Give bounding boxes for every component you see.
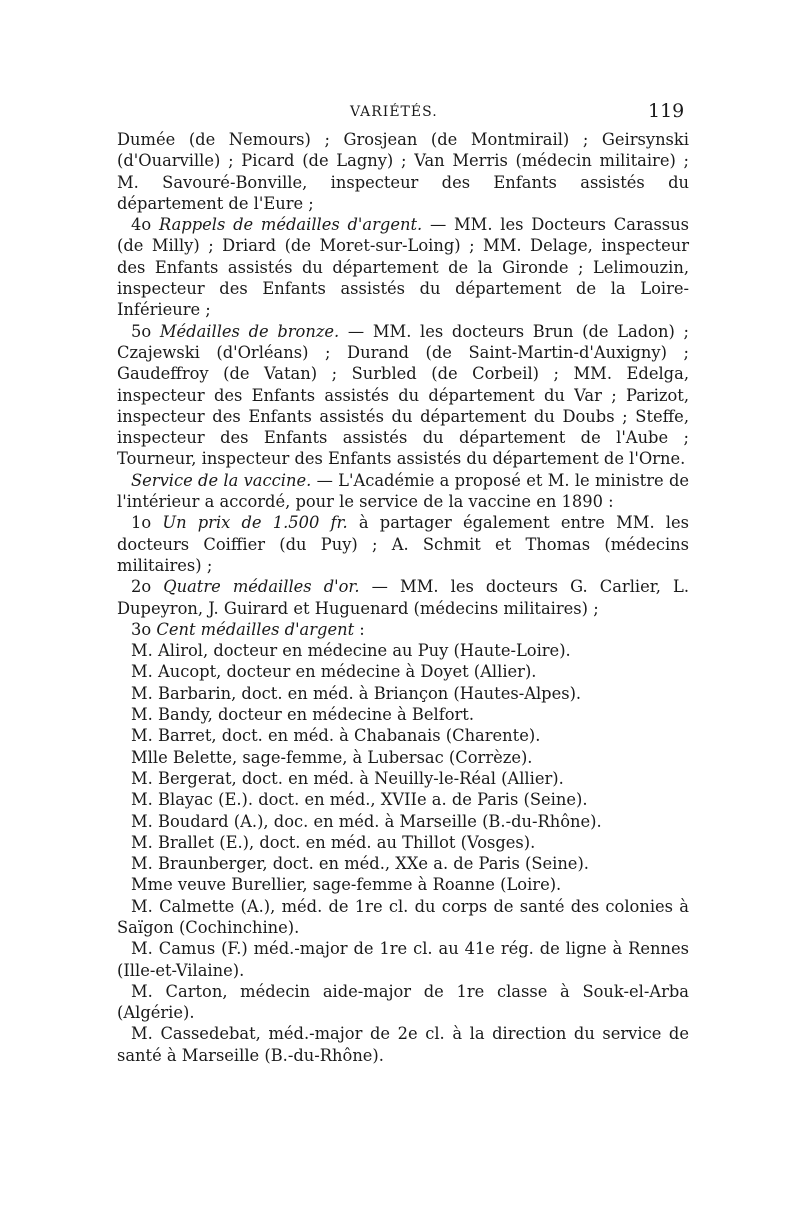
or-number: 2o [131, 577, 152, 597]
recipient-entry: M. Barbarin, doct. en méd. à Briançon (Hautes-Alpes). [131, 683, 582, 703]
rappels-number: 4o [131, 215, 152, 235]
prix-number: 1o [131, 513, 152, 533]
recipient-entry: M. Bergerat, doct. en méd. à Neuilly-le-Réal (Allier). [131, 768, 564, 788]
recipient-entry: M. Braunberger, doct. en méd., XXe a. de Paris (Seine). [131, 854, 589, 874]
recipient-entry: M. Aucopt, docteur en médecine à Doyet (Allier). [131, 662, 537, 682]
or-paragraph [117, 576, 689, 619]
intro-paragraph: Dumée (de Nemours) ; Grosjean (de Montmirail) ; Geirsynski (d'Ouarville) ; Picard (de Lagny) ; Van Merris (médecin militaire) ; M. Savouré-Bonville, inspecteur des Enfants assistés du département de l'Eure ; [117, 130, 689, 213]
recipient-entry: Mme veuve Burellier, sage-femme à Roanne (Loire). [131, 875, 562, 895]
vaccine-heading: Service de la vaccine. [131, 470, 312, 490]
recipient-entry: M. Brallet (E.), doct. en méd. au Thillot (Vosges). [131, 832, 536, 852]
vaccine-text: — L'Académie a proposé et M. le ministre de l'intérieur a accordé, pour le service de la vaccine en 1890 : [117, 470, 690, 512]
recipient-entry: M. Boudard (A.), doc. en méd. à Marseille (B.-du-Rhône). [131, 811, 602, 831]
or-heading: Quatre médailles d'or. [163, 577, 360, 597]
argent-text: : [354, 619, 365, 639]
recipient-entry: M. Calmette (A.), méd. de 1re cl. du corps de santé des colonies à Saïgon (Cochinchine). [117, 896, 689, 937]
recipient-entry: M. Blayac (E.). doct. en méd., XVIIe a. de Paris (Seine). [131, 790, 588, 810]
body-text [117, 129, 689, 1066]
recipient-entry: M. Carton, médecin aide-major de 1re classe à Souk-el-Arba (Algérie). [117, 981, 689, 1023]
recipient-entry: M. Cassedebat, méd.-major de 2e cl. à la direction du service de santé à Marseille (B.-du-Rhône). [117, 1024, 689, 1065]
argent-heading: Cent médailles d'argent [156, 619, 355, 639]
prix-heading: Un prix de 1.500 fr. [162, 513, 348, 533]
or-text: — MM. les docteurs G. Carlier, L. Dupeyron, J. Guirard et Huguenard (médecins militaires) ; [117, 577, 689, 618]
running-title: VARIÉTÉS. [350, 104, 438, 120]
bronze-paragraph [117, 321, 689, 470]
vaccine-paragraph [117, 470, 689, 513]
recipient-entry: M. Alirol, docteur en médecine au Puy (Haute-Loire). [131, 641, 571, 661]
recipient-entry: M. Camus (F.) méd.-major de 1re cl. au 41e rég. de ligne à Rennes (Ille-et-Vilaine). [117, 939, 689, 980]
argent-number: 3o [131, 619, 152, 639]
prix-text: à partager également entre MM. les docteurs Coiffier (du Puy) ; A. Schmit et Thomas (médecins militaires) ; [117, 513, 689, 575]
recipient-entry: M. Bandy, docteur en médecine à Belfort. [131, 705, 475, 725]
bronze-heading: Médailles de bronze. [159, 321, 340, 341]
rappels-text: — MM. les Docteurs Carassus (de Milly) ; Driard (de Moret-sur-Loing) ; MM. Delage, inspecteur des Enfants assistés du département de la Gironde ; Lelimouzin, inspecteur des Enfants assistés du département de la Loire-Inférieure ; [117, 215, 689, 320]
rappels-heading: Rappels de médailles d'argent. [158, 215, 423, 235]
bronze-number: 5o [131, 321, 152, 341]
page-number: 119 [648, 100, 685, 122]
recipient-entry: Mlle Belette, sage-femme, à Lubersac (Corrèze). [131, 747, 533, 767]
bronze-text: — MM. les docteurs Brun (de Ladon) ; Czajewski (d'Orléans) ; Durand (de Saint-Martin-d'Auxigny) ; Gaudeffroy (de Vatan) ; Surbled (de Corbeil) ; MM. Edelga, inspecteur des Enfants assistés du département du Var ; Parizot, inspecteur des Enfants assistés du département du Doubs ; Steffe, inspecteur des Enfants assistés du département de l'Aube ; Tourneur, inspecteur des Enfants assistés du département de l'Orne. [117, 321, 689, 469]
recipient-entry: M. Barret, doct. en méd. à Chabanais (Charente). [131, 726, 541, 746]
argent-paragraph [117, 619, 689, 640]
rappels-paragraph [117, 214, 689, 320]
prix-paragraph [117, 512, 689, 576]
